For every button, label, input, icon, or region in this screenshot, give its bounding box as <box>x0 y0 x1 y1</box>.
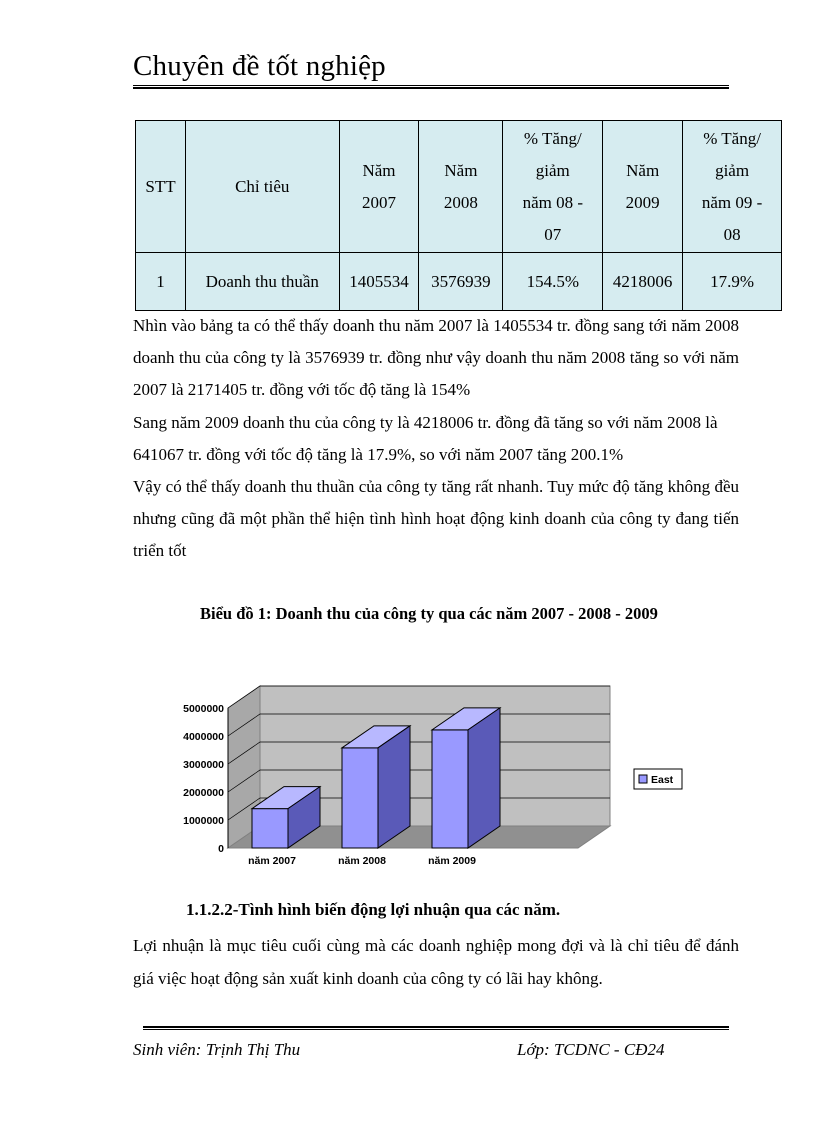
analysis-text <box>133 310 739 568</box>
table-header-cell: Năm 2007 <box>339 121 419 253</box>
revenue-table <box>135 120 782 311</box>
table-cell: 17.9% <box>683 253 782 311</box>
y-tick-label: 5000000 <box>183 703 224 715</box>
revenue-chart <box>160 668 700 878</box>
x-tick-label: năm 2009 <box>428 855 476 867</box>
y-tick-label: 4000000 <box>183 731 224 743</box>
table-header-cell: Năm 2008 <box>419 121 503 253</box>
table-header-cell: Năm 2009 <box>603 121 683 253</box>
paragraph: Nhìn vào bảng ta có thể thấy doanh thu năm 2007 là 1405534 tr. đồng sang tới năm 2008 doanh thu của công ty là 3576939 tr. đồng như vậy doanh thu năm 2008 tăng so với năm 2007 là 2171405 tr. đồng với tốc độ tăng là 154% <box>133 316 739 400</box>
chart-caption: Biểu đồ 1: Doanh thu của công ty qua các năm 2007 - 2008 - 2009 <box>200 604 658 623</box>
chart-bar <box>342 748 378 848</box>
header-rule <box>133 85 729 89</box>
y-tick-label: 0 <box>218 843 224 855</box>
table-cell: 3576939 <box>419 253 503 311</box>
x-tick-label: năm 2008 <box>338 855 386 867</box>
footer-student: Sinh viên: Trịnh Thị Thu <box>133 1040 301 1059</box>
section-heading: 1.1.2.2-Tình hình biến động lợi nhuận qua các năm. <box>186 900 561 919</box>
table-header-cell: % Tăng/ giảm năm 08 - 07 <box>503 121 603 253</box>
chart-bar-side <box>378 726 410 848</box>
chart-legend-label: East <box>651 774 674 786</box>
paragraph: Vậy có thể thấy doanh thu thuần của công ty tăng rất nhanh. Tuy mức độ tăng không đều nhưng cũng đã một phần thể hiện tình hình hoạt động kinh doanh của công ty đang tiến triển tốt <box>133 477 739 561</box>
table-cell: 4218006 <box>603 253 683 311</box>
x-tick-label: năm 2007 <box>248 855 296 867</box>
footer-class: Lớp: TCDNC - CĐ24 <box>517 1040 665 1059</box>
paragraph: Sang năm 2009 doanh thu của công ty là 4218006 tr. đồng đã tăng so với năm 2008 là 641067 tr. đồng với tốc độ tăng là 17.9%, so với năm 2007 tăng 200.1% <box>133 412 718 464</box>
table-header-row <box>136 121 782 253</box>
table-cell: 1405534 <box>339 253 419 311</box>
y-tick-label: 3000000 <box>183 759 224 771</box>
paragraph: Lợi nhuận là mục tiêu cuối cùng mà các doanh nghiệp mong đợi và là chỉ tiêu để đánh giá việc hoạt động sản xuất kinh doanh của công ty có lãi hay không. <box>133 936 739 988</box>
table-header-cell: % Tăng/ giảm năm 09 - 08 <box>683 121 782 253</box>
y-tick-label: 1000000 <box>183 815 224 827</box>
chart-bar-side <box>468 708 500 848</box>
footer-rule <box>143 1026 729 1030</box>
chart-bar <box>252 809 288 848</box>
section-text <box>133 929 739 995</box>
table-cell: 1 <box>136 253 186 311</box>
table-cell: 154.5% <box>503 253 603 311</box>
chart-legend-swatch <box>639 775 647 783</box>
y-tick-label: 2000000 <box>183 787 224 799</box>
table-cell: Doanh thu thuần <box>185 253 339 311</box>
table-row <box>136 253 782 311</box>
chart-bar <box>432 730 468 848</box>
table-header-cell: STT <box>136 121 186 253</box>
page-header-title: Chuyên đề tốt nghiệp <box>133 50 386 82</box>
table-header-cell: Chỉ tiêu <box>185 121 339 253</box>
